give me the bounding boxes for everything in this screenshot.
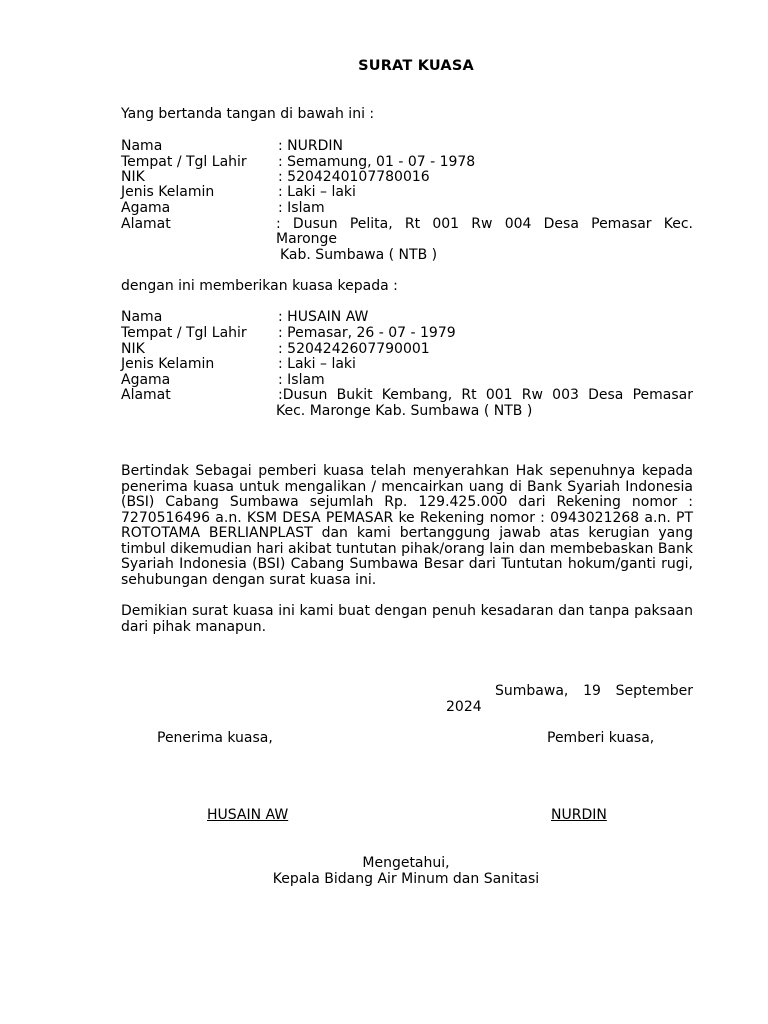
field-label: Alamat [121,387,171,403]
grantor-alamat-line2: Maronge [276,231,338,247]
field-value: : Laki – laki [278,356,356,372]
field-value: : 5204240107780016 [278,169,430,185]
acknowledged-label: Mengetahui, [362,855,450,871]
signing-place-date: Sumbawa, 19 September [495,683,693,699]
grantee-alamat-line1: :Dusun Bukit Kembang, Rt 001 Rw 003 Desa Pemasar [278,387,693,403]
grantor-row-nama [121,138,693,154]
field-value: : HUSAIN AW [278,309,369,325]
grantor-row-agama [121,200,693,216]
field-label: Nama [121,138,163,154]
giver-label: Pemberi kuasa, [547,730,655,746]
field-label: NIK [121,169,145,185]
grantor-row-nik [121,169,693,185]
field-value: : Islam [278,372,325,388]
grantee-alamat-line2: Kec. Maronge Kab. Sumbawa ( NTB ) [276,403,533,419]
field-label: Alamat [121,216,171,232]
signing-year: 2024 [446,699,482,715]
grantee-row-nama [121,309,693,325]
field-value: : Semamung, 01 - 07 - 1978 [278,154,476,170]
document-title: SURAT KUASA [358,58,474,74]
grantor-row-jenis-kelamin [121,184,693,200]
field-label: Agama [121,200,171,216]
field-label: Jenis Kelamin [121,356,215,372]
grantee-row-nik [121,341,693,357]
field-label: NIK [121,341,145,357]
receiver-label: Penerima kuasa, [157,730,273,746]
grantee-row-jenis-kelamin [121,356,693,372]
receiver-name: HUSAIN AW [207,807,289,823]
body-paragraph: Bertindak Sebagai pemberi kuasa telah menyerahkan Hak sepenuhnya kepada penerima kuasa untuk mengalikan / mencairkan uang di Bank Syariah Indonesia (BSI) Cabang Sumbawa sejumlah Rp. 129.425.000 dari Rekening nomor : 7270516496 a.n. KSM DESA PEMASAR ke Rekening nomor : 0943021268 a.n. PT ROTOTAMA BERLIANPLAST dan kami bertanggung jawab atas kerugian yang timbul dikemudian hari akibat tuntutan pihak/orang lain dan membebaskan Bank Syariah Indonesia (BSI) Cabang Sumbawa Besar dari Tuntutan hokum/ganti rugi, sehubungan dengan surat kuasa ini. [121,463,693,588]
field-label: Agama [121,372,171,388]
closing-paragraph: Demikian surat kuasa ini kami buat dengan penuh kesadaran dan tanpa paksaan dari pihak manapun. [121,603,693,635]
grantee-row-ttl [121,325,693,341]
grantor-row-ttl [121,154,693,170]
grantee-row-agama [121,372,693,388]
field-label: Nama [121,309,163,325]
field-label: Jenis Kelamin [121,184,215,200]
grantor-alamat-line1: : Dusun Pelita, Rt 001 Rw 004 Desa Pemasar Kec. [276,216,693,232]
grantor-alamat-line3: Kab. Sumbawa ( NTB ) [280,247,438,263]
acknowledger-title: Kepala Bidang Air Minum dan Sanitasi [272,871,540,887]
field-value: : 5204242607790001 [278,341,430,357]
field-value: : Islam [278,200,325,216]
field-value: : NURDIN [278,138,343,154]
transition-text: dengan ini memberikan kuasa kepada : [121,278,398,294]
intro-text: Yang bertanda tangan di bawah ini : [121,106,375,122]
field-label: Tempat / Tgl Lahir [121,325,247,341]
field-value: : Laki – laki [278,184,356,200]
giver-name: NURDIN [551,807,607,823]
field-value: : Pemasar, 26 - 07 - 1979 [278,325,456,341]
field-label: Tempat / Tgl Lahir [121,154,247,170]
